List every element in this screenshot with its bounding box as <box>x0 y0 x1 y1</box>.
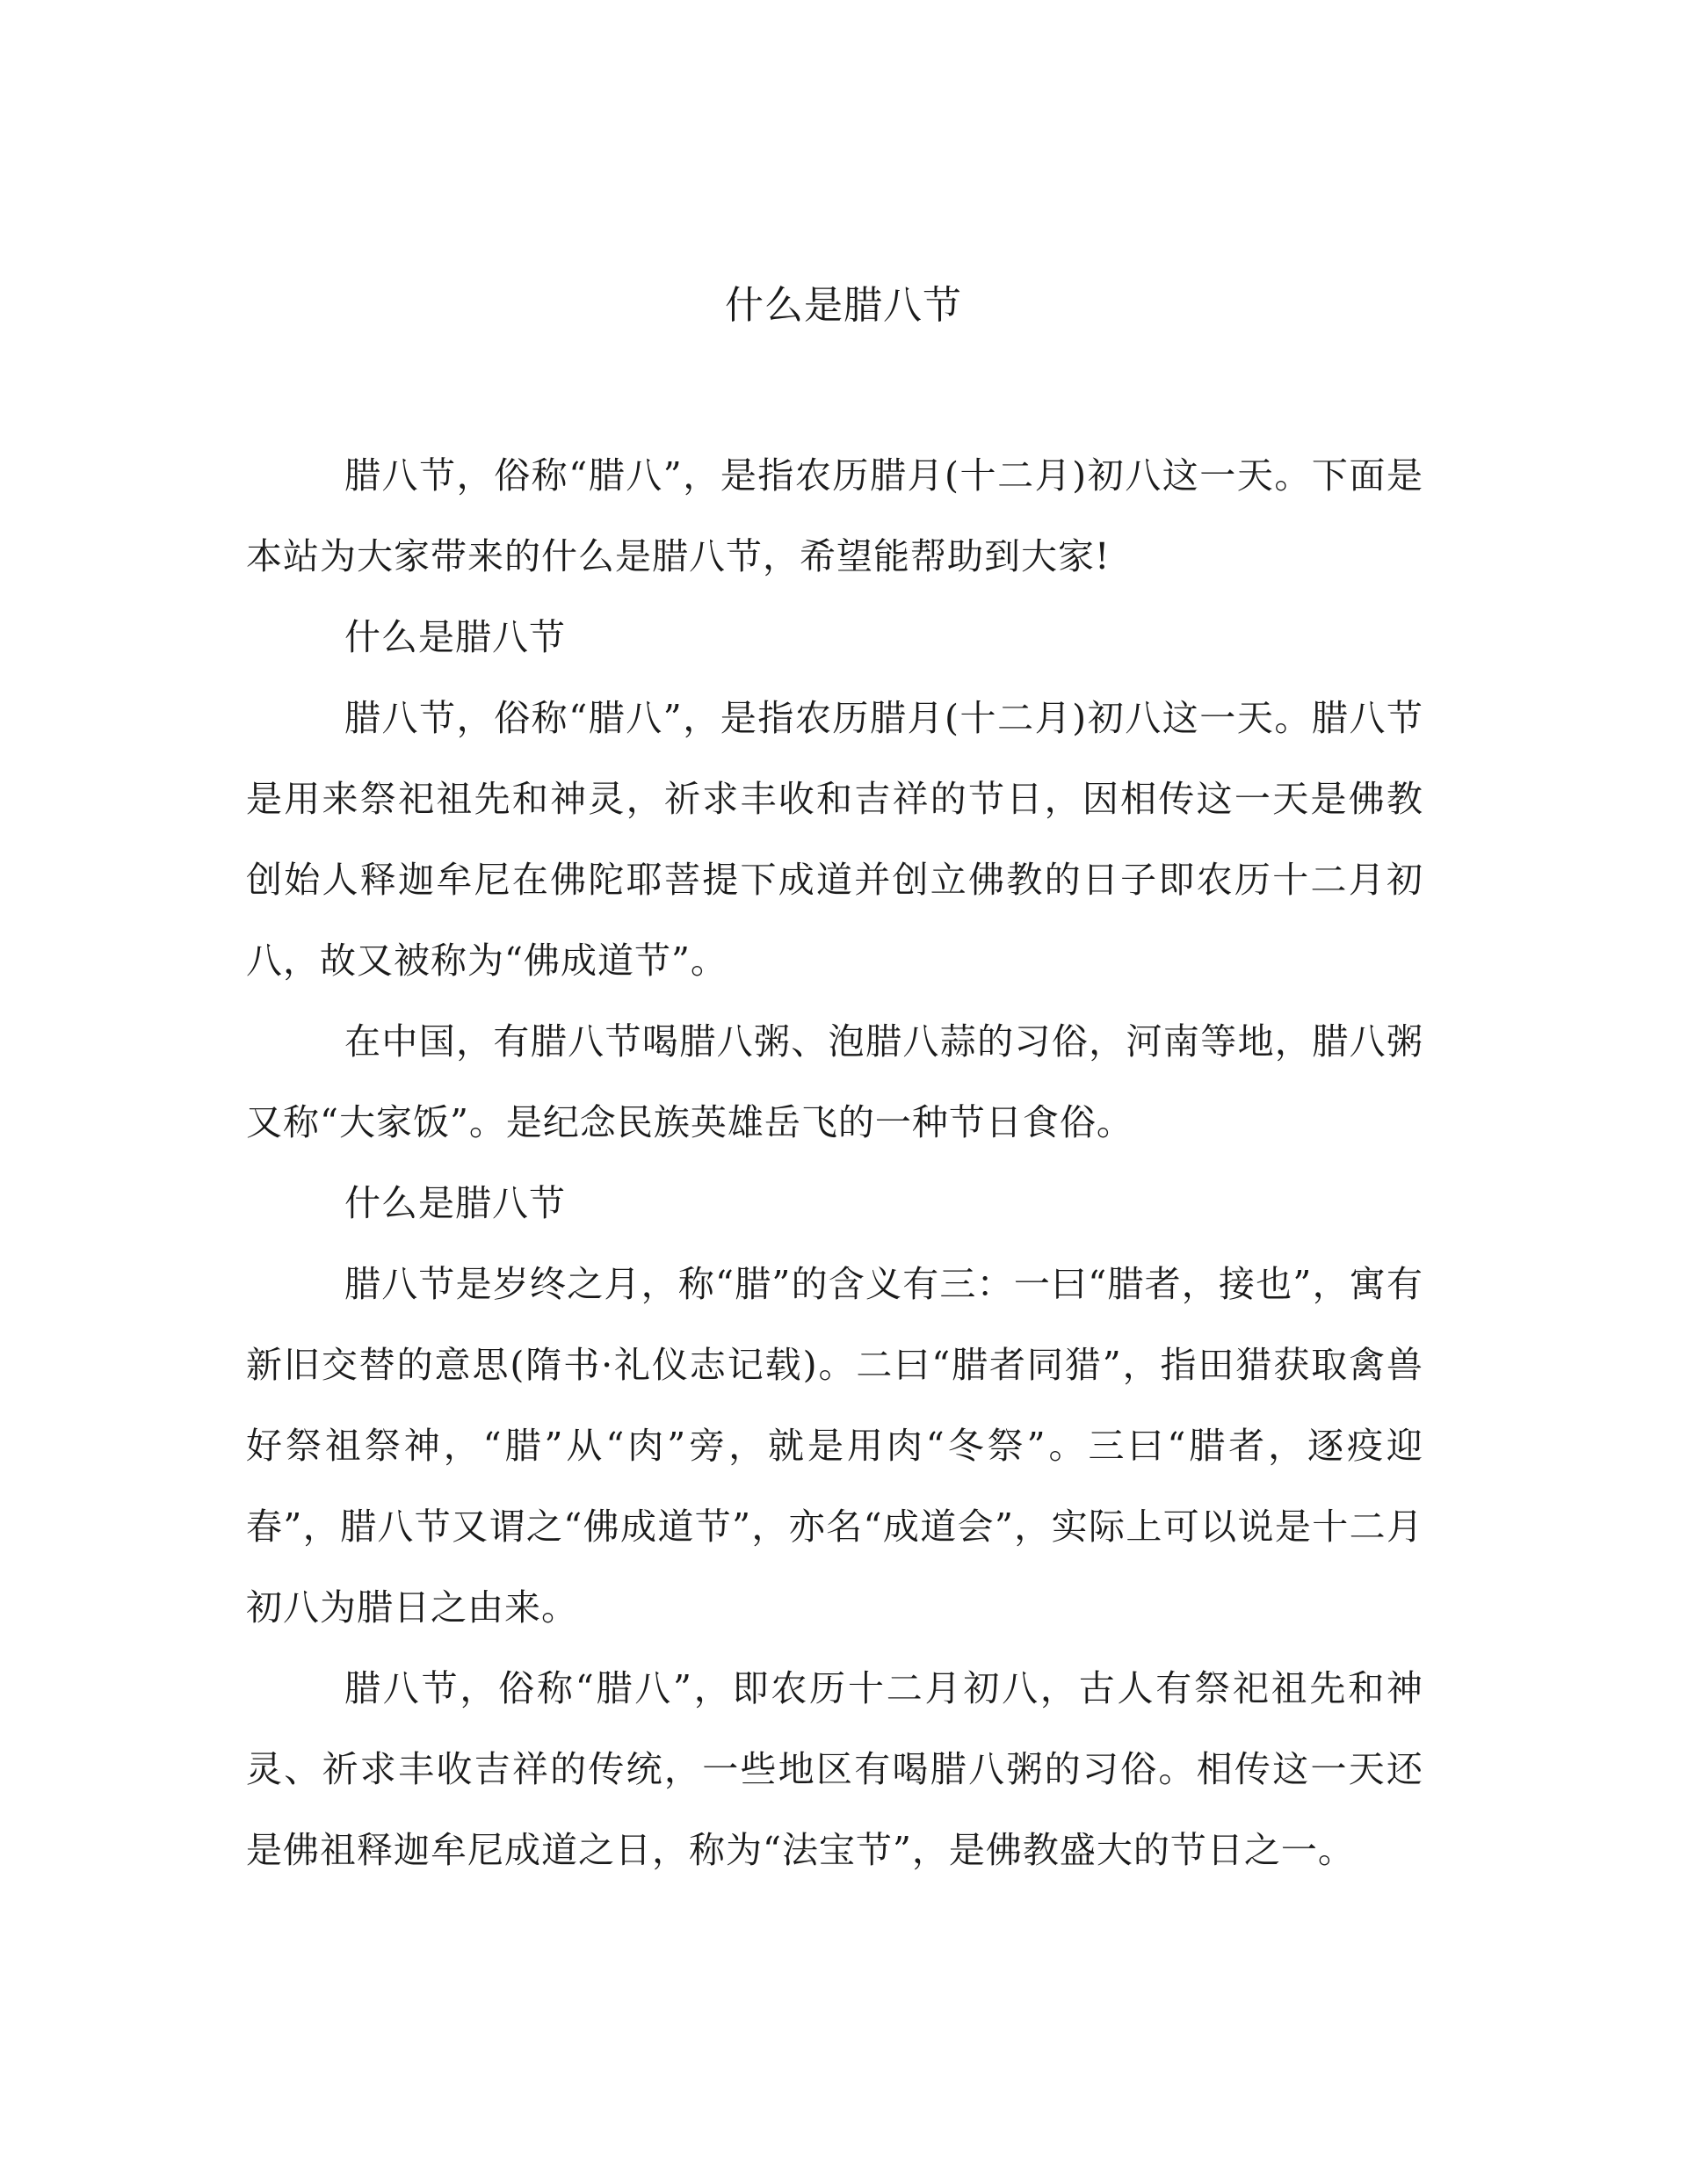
section-heading: 什么是腊八节 <box>344 616 566 658</box>
body-paragraph: 腊八节是岁终之月，称“腊”的含义有三：一曰“腊者，接也”，寓有新旧交替的意思(隋书·礼仪志记载)。二曰“腊者同猎”，指田猎获取禽兽好祭祖祭神，“腊”从“肉”旁，就是用肉“冬祭”。三曰“腊者，逐疫迎春”，腊八节又谓之“佛成道节”，亦名“成道会”，实际上可以说是十二月初八为腊日之由来。 <box>246 1263 1423 1629</box>
document-body <box>246 435 1423 1890</box>
body-paragraph: 腊八节，俗称“腊八”，即农历十二月初八，古人有祭祀祖先和神灵、祈求丰收吉祥的传统，一些地区有喝腊八粥的习俗。相传这一天还是佛祖释迦牟尼成道之日，称为“法宝节”，是佛教盛大的节日之一。 <box>246 1667 1423 1871</box>
body-paragraph: 在中国，有腊八节喝腊八粥、泡腊八蒜的习俗，河南等地，腊八粥又称“大家饭”。是纪念民族英雄岳飞的一种节日食俗。 <box>246 1020 1423 1143</box>
intro-paragraph: 腊八节，俗称“腊八”，是指农历腊月(十二月)初八这一天。下面是本站为大家带来的什么是腊八节，希望能帮助到大家! <box>246 454 1423 577</box>
document-title: 什么是腊八节 <box>725 283 962 328</box>
section-heading: 什么是腊八节 <box>344 1182 566 1224</box>
body-paragraph: 腊八节，俗称“腊八”，是指农历腊月(十二月)初八这一天。腊八节是用来祭祀祖先和神灵，祈求丰收和吉祥的节日，因相传这一天是佛教创始人释迦牟尼在佛陀耶菩提下成道并创立佛教的日子即农历十二月初八，故又被称为“佛成道节”。 <box>246 697 1423 982</box>
